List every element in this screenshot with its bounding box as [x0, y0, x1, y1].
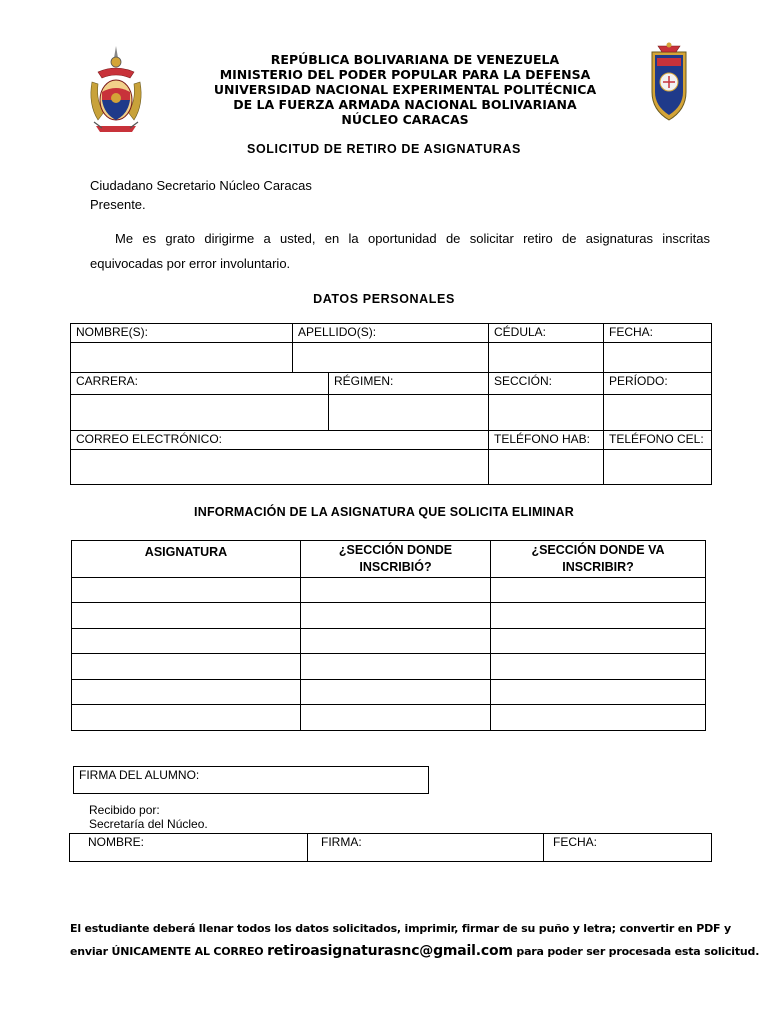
seccion-inscribio-cell[interactable] [301, 654, 491, 680]
university-shield-logo [646, 42, 692, 122]
asignatura-cell[interactable] [72, 629, 301, 654]
correo-field[interactable] [71, 450, 489, 485]
periodo-field[interactable] [604, 395, 712, 431]
seccion-va-inscribir-cell[interactable] [491, 705, 706, 731]
header-line-nucleo: NÚCLEO CARACAS [341, 112, 469, 127]
subjects-table [71, 540, 706, 731]
nombres-label: NOMBRE(S): [71, 324, 293, 343]
nombre-receptor-label: NOMBRE: [88, 835, 145, 849]
asignatura-cell[interactable] [72, 654, 301, 680]
seccion-label: SECCIÓN: [489, 373, 604, 395]
asignatura-header-text: ASIGNATURA [144, 545, 228, 559]
seccion-inscribio-cell[interactable] [301, 705, 491, 731]
seccion-va-inscribir-cell[interactable] [491, 654, 706, 680]
periodo-label: PERÍODO: [604, 373, 712, 395]
instructions-line-1: El estudiante deberá llenar todos los datos solicitados, imprimir, firmar de su puño y letra; convertir en PDF y [70, 922, 731, 935]
telefono-hab-label: TELÉFONO HAB: [489, 431, 604, 450]
seccion-field[interactable] [489, 395, 604, 431]
regimen-label: RÉGIMEN: [329, 373, 489, 395]
received-by [89, 803, 208, 831]
seccion-inscribio-header [301, 541, 491, 578]
firma-receptor-label: FIRMA: [321, 835, 362, 849]
intro-paragraph [90, 226, 710, 276]
cedula-field[interactable] [489, 343, 604, 373]
header-line-universidad: UNIVERSIDAD NACIONAL EXPERIMENTAL POLITÉCNICA [213, 82, 597, 97]
carrera-field[interactable] [71, 395, 329, 431]
header-line-ministerio: MINISTERIO DEL PODER POPULAR PARA LA DEFENSA [219, 67, 591, 82]
regimen-field[interactable] [329, 395, 489, 431]
asignatura-cell[interactable] [72, 705, 301, 731]
table-row [72, 603, 706, 629]
nombres-field[interactable] [71, 343, 293, 373]
greeting-presente: Presente. [90, 197, 146, 212]
document-title: SOLICITUD DE RETIRO DE ASIGNATURAS [247, 142, 521, 156]
firma-alumno-label: FIRMA DEL ALUMNO: [79, 768, 200, 782]
intro-line-2: equivocadas por error involuntario. [90, 256, 291, 271]
firma-receptor-field[interactable] [308, 834, 544, 862]
submission-email[interactable]: retiroasignaturasnc@gmail.com [267, 943, 513, 959]
cedula-label: CÉDULA: [489, 324, 604, 343]
seccion-va-inscribir-header-line1: ¿SECCIÓN DONDE VA [531, 543, 665, 557]
apellidos-field[interactable] [293, 343, 489, 373]
personal-data-table [70, 323, 712, 485]
apellidos-label: APELLIDO(S): [293, 324, 489, 343]
fecha-field[interactable] [604, 343, 712, 373]
telefono-hab-field[interactable] [489, 450, 604, 485]
header-line-fuerza-armada: DE LA FUERZA ARMADA NACIONAL BOLIVARIANA [233, 97, 577, 112]
correo-label: CORREO ELECTRÓNICO: [71, 431, 489, 450]
fecha-receptor-label: FECHA: [553, 835, 598, 849]
fecha-receptor-field[interactable] [544, 834, 712, 862]
telefono-cel-field[interactable] [604, 450, 712, 485]
secretaria-label: Secretaría del Núcleo. [89, 817, 208, 831]
nombre-receptor-field[interactable] [70, 834, 308, 862]
firma-alumno-field[interactable] [74, 767, 429, 794]
seccion-inscribio-cell[interactable] [301, 578, 491, 603]
coat-of-arms-logo [84, 42, 148, 134]
seccion-va-inscribir-header-line2: INSCRIBIR? [562, 560, 634, 574]
asignatura-cell[interactable] [72, 578, 301, 603]
subject-info-heading: INFORMACIÓN DE LA ASIGNATURA QUE SOLICITA ELIMINAR [194, 505, 574, 519]
instructions-footer [70, 918, 760, 963]
recibido-label: Recibido por: [89, 803, 160, 817]
header-line-republica: REPÚBLICA BOLIVARIANA DE VENEZUELA [270, 52, 560, 67]
seccion-inscribio-cell[interactable] [301, 629, 491, 654]
table-row [72, 654, 706, 680]
personal-data-heading: DATOS PERSONALES [313, 292, 455, 306]
instructions-line-2-end: para poder ser procesada esta solicitud. [512, 945, 760, 958]
seccion-va-inscribir-cell[interactable] [491, 629, 706, 654]
seccion-inscribio-header-line1: ¿SECCIÓN DONDE [338, 543, 453, 557]
carrera-label: CARRERA: [71, 373, 329, 395]
greeting-recipient: Ciudadano Secretario Núcleo Caracas [90, 178, 312, 193]
fecha-label: FECHA: [604, 324, 712, 343]
telefono-cel-label: TELÉFONO CEL: [604, 431, 712, 450]
seccion-inscribio-cell[interactable] [301, 603, 491, 629]
seccion-va-inscribir-header [491, 541, 706, 578]
asignatura-cell[interactable] [72, 680, 301, 705]
asignatura-header [72, 541, 301, 578]
table-row [72, 680, 706, 705]
table-row [72, 578, 706, 603]
asignatura-cell[interactable] [72, 603, 301, 629]
table-row [72, 705, 706, 731]
table-row [72, 629, 706, 654]
seccion-va-inscribir-cell[interactable] [491, 578, 706, 603]
student-signature-box [73, 766, 429, 794]
greeting [90, 176, 312, 214]
institution-header [160, 52, 650, 127]
seccion-va-inscribir-cell[interactable] [491, 603, 706, 629]
instructions-line-2 [70, 940, 760, 963]
seccion-inscribio-header-line2: INSCRIBIÓ? [359, 560, 432, 574]
reception-table [69, 833, 712, 862]
intro-line-1: Me es grato dirigirme a usted, en la oportunidad de solicitar retiro de asignaturas inscritas [115, 231, 710, 246]
seccion-inscribio-cell[interactable] [301, 680, 491, 705]
instructions-line-2-start: enviar ÚNICAMENTE AL CORREO [70, 945, 268, 958]
seccion-va-inscribir-cell[interactable] [491, 680, 706, 705]
